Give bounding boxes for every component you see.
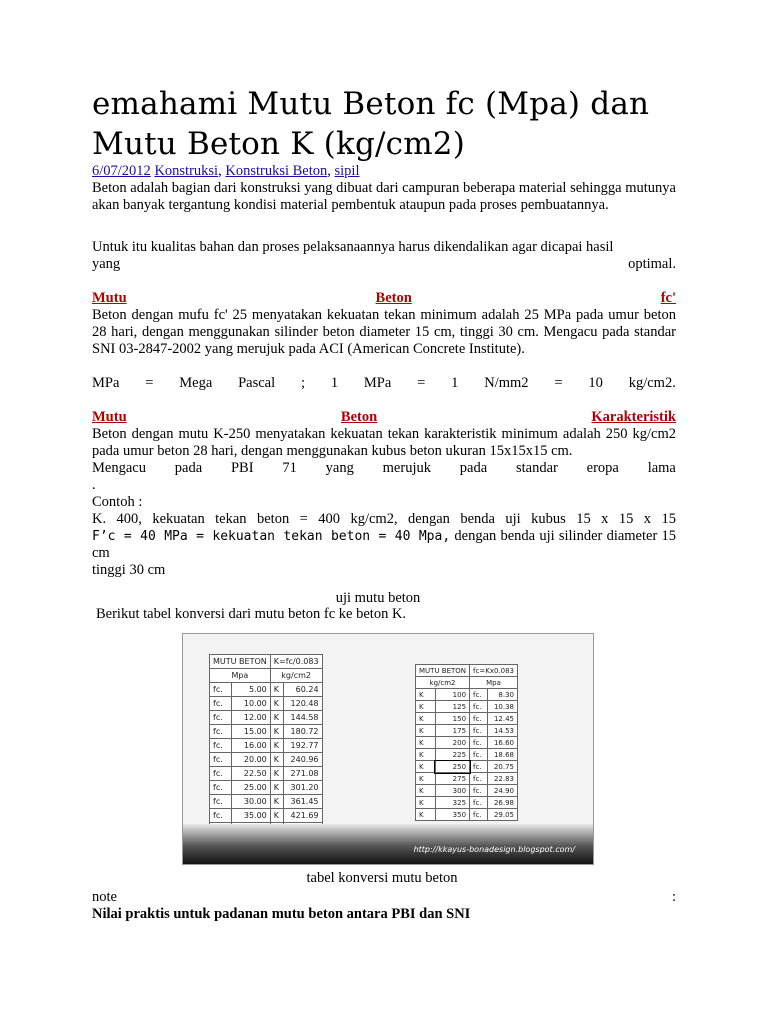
table-cell: K [270,711,283,725]
table-cell: K [270,767,283,781]
table-cell: 150 [435,713,469,725]
table-cell: K [270,809,283,823]
table-cell: K [416,725,436,737]
table-cell: 20.75 [487,761,517,773]
contoh-label: Contoh : [92,494,143,510]
table-cell: fc. [470,797,488,809]
note-colon: : [671,889,676,905]
table-cell: fc. [470,689,488,701]
table-cell: 12.00 [231,711,270,725]
table1-header-1: MUTU BETON [210,655,271,669]
table-cell: K [416,797,436,809]
table-cell: fc. [470,737,488,749]
table-cell: fc. [210,711,232,725]
table-cell: fc. [210,725,232,739]
table-row [416,749,518,761]
table-row [416,701,518,713]
table-cell: fc. [470,701,488,713]
table-cell: 120.48 [284,697,322,711]
word: N/mm2 [484,375,529,391]
table-cell: K [270,753,283,767]
table-cell: fc. [210,767,232,781]
table-cell: 20.00 [231,753,270,767]
word: Pascal [238,375,276,391]
word: 1 [451,375,459,391]
note [92,889,676,906]
table-cell: 350 [435,809,469,821]
table-cell: 125 [435,701,469,713]
table-cell: fc. [470,785,488,797]
table-cell: 26.98 [487,797,517,809]
example-2 [92,528,676,562]
table-cell: fc. [210,809,232,823]
table-row [416,737,518,749]
table-cell: 300 [435,785,469,797]
table-cell: K [416,785,436,797]
table-cell: 16.00 [231,739,270,753]
fc-paragraph: Beton dengan mufu fc' 25 menyatakan kekuatan tekan minimum adalah 25 MPa pada umur beton 28 hari, dengan menggunakan silinder beton diameter 15 cm, tinggi 30 cm. Mengacu pada standar SNI 03-2847-2002 yang merujuk pada ACI (American Concrete Institute). [92,307,676,357]
image-caption-2: tabel konversi mutu beton [306,870,458,886]
table-cell: 271.08 [284,767,322,781]
table-cell: fc. [470,809,488,821]
table-cell: 301.20 [284,781,322,795]
table-cell: K [416,773,436,785]
word: MPa [92,375,120,391]
heading-word: Beton [375,290,412,306]
word: PBI [230,460,254,476]
table-cell: 325 [435,797,469,809]
table-row [416,785,518,797]
table-row [416,725,518,737]
table-row [210,781,323,795]
table-cell: 60.24 [284,683,322,697]
table-cell: 8.30 [487,689,517,701]
table-row [416,773,518,785]
table-cell: 22.50 [231,767,270,781]
table-cell: K [270,725,283,739]
table-row [416,713,518,725]
final-heading: Nilai praktis untuk padanan mutu beton antara PBI dan SNI [92,906,471,922]
heading-word: Mutu [92,290,127,306]
table-cell: 5.00 [231,683,270,697]
table-cell: K [270,795,283,809]
table-cell: 100 [435,689,469,701]
table2-sub-1: kg/cm2 [416,677,470,689]
table-cell: 240.96 [284,753,322,767]
table-cell: fc. [470,761,488,773]
table-cell: 35.00 [231,809,270,823]
intro-paragraph: Beton adalah bagian dari konstruksi yang dibuat dari campuran beberapa material sehingga mutunya akan banyak tergantung kondisi material pembentuk ataupun pada proses pembuatannya. [92,180,676,213]
unit-conversion [92,375,676,392]
table2-header-2: fc=Kx0.083 [470,665,518,677]
table-cell: K [270,739,283,753]
table-cell: 24.90 [487,785,517,797]
intro-paragraph-2 [92,239,676,273]
word: optimal. [628,256,676,272]
word: = [554,375,563,391]
table-row [416,689,518,701]
table-cell: 14.53 [487,725,517,737]
k-heading [92,409,676,426]
table-row [210,725,323,739]
table-row [416,809,518,821]
intro-line-2 [92,256,676,273]
table-row [210,683,323,697]
word: ; [300,375,305,391]
k-reference-line [92,460,676,477]
table-row [210,809,323,823]
table-cell: fc. [470,725,488,737]
table-cell: 22.83 [487,773,517,785]
table-cell: 180.72 [284,725,322,739]
word: merujuk [382,460,431,476]
table-cell: fc. [470,713,488,725]
table-cell: fc. [470,749,488,761]
table-cell: 144.58 [284,711,322,725]
table-cell: fc. [210,697,232,711]
table2-header-1: MUTU BETON [416,665,470,677]
table-cell: K [416,737,436,749]
heading-word: Beton [340,409,378,425]
word: Mengacu [92,460,146,476]
table-row [210,753,323,767]
table-cell: K [270,697,283,711]
word: 10 [588,375,603,391]
image-shadow [183,824,593,864]
table-cell: 30.00 [231,795,270,809]
table-cell: K [416,689,436,701]
table-cell: 10.00 [231,697,270,711]
image-caption-1: uji mutu beton [335,590,421,606]
table-row [210,711,323,725]
table1-sub-1: Mpa [210,669,271,683]
example-2-text: dengan benda uji silinder diameter 15 cm [92,528,677,561]
word: lama [647,460,676,476]
word: 1 [330,375,339,391]
note-label: note [92,889,117,905]
example-2-formula: F’c = 40 MPa = kekuatan tekan beton = 40 Mpa, [92,529,451,544]
intro-line: Untuk itu kualitas bahan dan proses pelaksanaannya harus dikendalikan agar dicapai hasil [92,239,614,255]
table-cell: 16.60 [487,737,517,749]
table-intro: Berikut tabel konversi dari mutu beton fc ke beton K. [96,606,407,622]
table-row [416,761,518,773]
table-cell: 25.00 [231,781,270,795]
date-link[interactable]: 6/07/2012 [92,163,151,179]
word: pada [174,460,203,476]
note-line [92,889,676,906]
table-cell: K [270,683,283,697]
heading-word: Mutu [92,409,127,425]
table-cell: fc. [210,795,232,809]
unit-conversion-line [92,375,676,392]
table2-sub-2: Mpa [470,677,518,689]
category-link-sipil[interactable]: sipil [334,163,360,179]
watermark: http://kkayus-bonadesign.blogspot.com/ [413,845,575,854]
table-cell: fc. [210,739,232,753]
table-cell: 200 [435,737,469,749]
conversion-table-image [182,633,594,865]
table-cell: 15.00 [231,725,270,739]
table-cell: 192.77 [284,739,322,753]
word: kg/cm2. [628,375,676,391]
table-cell: 250 [435,761,469,773]
word: eropa [586,460,619,476]
heading-word: fc' [660,290,676,306]
example-3: tinggi 30 cm [92,562,166,578]
table-cell: K [416,701,436,713]
page-title: emahami Mutu Beton fc (Mpa) dan Mutu Beton K (kg/cm2) [92,86,650,162]
table-cell: 10.38 [487,701,517,713]
table-cell: K [416,761,436,773]
table-row [210,739,323,753]
word: Mega [179,375,213,391]
table-row [210,767,323,781]
word: = [417,375,426,391]
heading-word: Karakteristik [591,409,676,425]
word: 71 [282,460,297,476]
table-cell: fc. [210,753,232,767]
table-cell: 12.45 [487,713,517,725]
fc-heading-line [92,290,676,307]
word: = [145,375,154,391]
category-link-konstruksi[interactable]: Konstruksi [154,163,219,179]
table-row [416,797,518,809]
post-meta: 6/07/2012 Konstruksi, Konstruksi Beton, sipil [92,163,360,179]
table-cell: 175 [435,725,469,737]
table-cell: 225 [435,749,469,761]
table-cell: fc. [210,683,232,697]
table-cell: K [416,809,436,821]
category-link-konstruksi-beton[interactable]: Konstruksi Beton [225,163,328,179]
word: standar [515,460,558,476]
table-cell: K [416,713,436,725]
table-cell: 421.69 [284,809,322,823]
word: yang [325,460,354,476]
table-cell: fc. [470,773,488,785]
table1-sub-2: kg/cm2 [270,669,322,683]
table-cell: fc. [210,781,232,795]
word: MPa [363,375,392,391]
table-k-to-fc [415,664,518,821]
fc-heading [92,290,676,307]
table-cell: K [416,749,436,761]
table1-header-2: K=fc/0.083 [270,655,322,669]
word: yang [92,256,121,272]
table-cell: 275 [435,773,469,785]
k-reference [92,460,676,579]
table-row [210,795,323,809]
table-row [210,697,323,711]
word: pada [459,460,488,476]
table-cell: 29.05 [487,809,517,821]
table-cell: 18.68 [487,749,517,761]
k-paragraph: Beton dengan mutu K-250 menyatakan kekuatan tekan karakteristik minimum adalah 250 kg/cm2 pada umur beton 28 hari, dengan menggunakan kubus beton ukuran 15x15x15 cm. [92,426,676,459]
k-heading-line [92,409,676,426]
table-fc-to-k [209,654,323,837]
table-cell: 361.45 [284,795,322,809]
example-1: K. 400, kekuatan tekan beton = 400 kg/cm2, dengan benda uji kubus 15 x 15 x 15 [92,511,676,527]
table-cell: K [270,781,283,795]
dot: . [92,477,96,493]
